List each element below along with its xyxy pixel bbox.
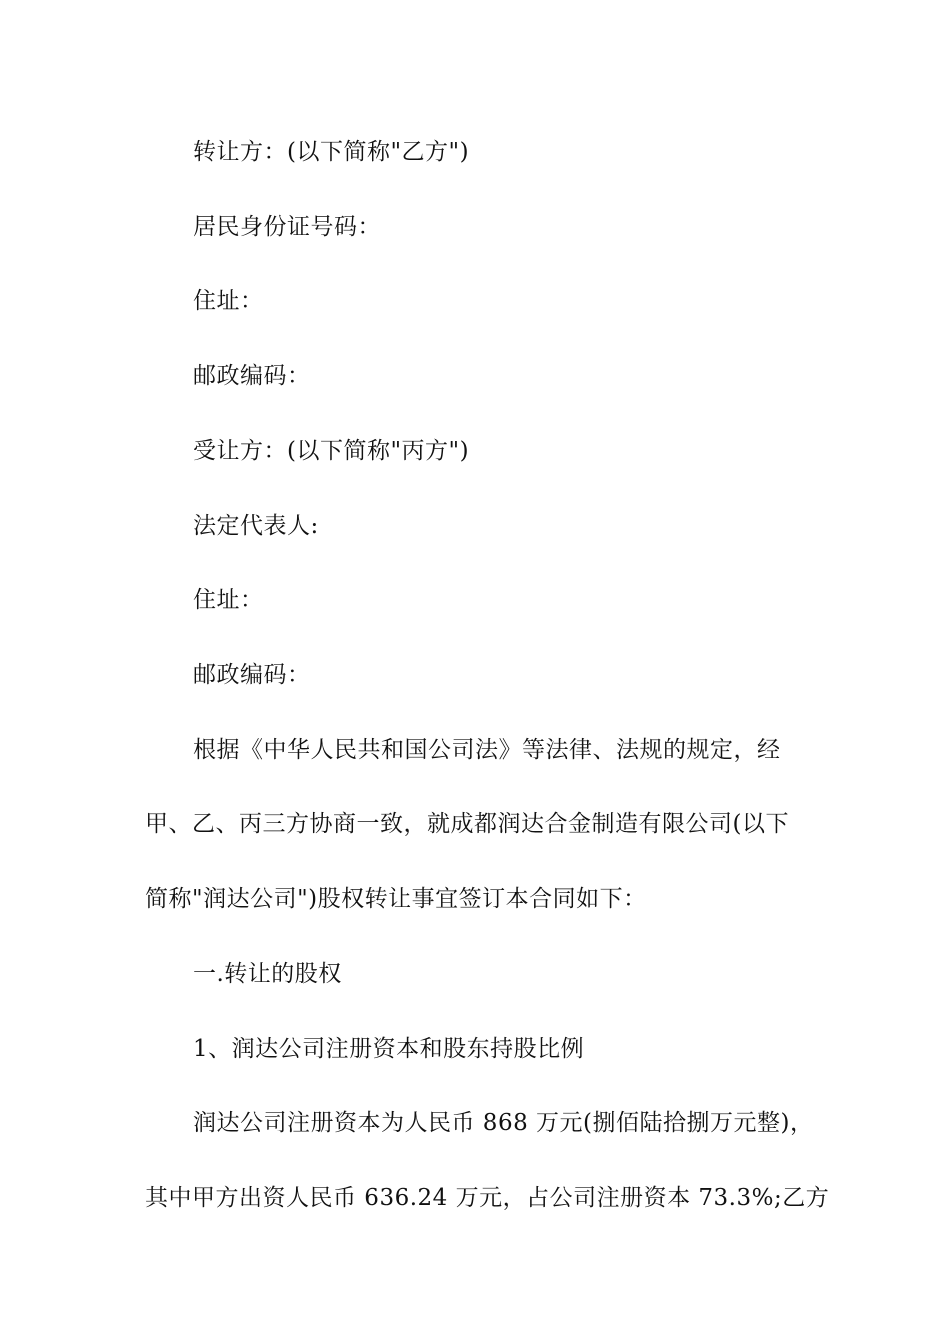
paragraph-line: 简称"润达公司")股权转让事宜签订本合同如下： [145,886,647,912]
address-line-2: 住址： [193,587,264,613]
paragraph-line: 甲、乙、丙三方协商一致，就成都润达合金制造有限公司(以下 [145,811,789,837]
postal-code-line-2: 邮政编码： [193,662,311,688]
transferor-line: 转让方：(以下简称"乙方") [193,139,470,165]
id-number-line: 居民身份证号码： [193,214,381,240]
subsection-heading: 1、润达公司注册资本和股东持股比例 [193,1036,585,1062]
legal-rep-line: 法定代表人: [193,513,319,539]
postal-code-line: 邮政编码： [193,363,311,389]
section-heading: 一.转让的股权 [193,961,342,987]
address-line: 住址： [193,288,264,314]
paragraph-line: 其中甲方出资人民币 636.24 万元，占公司注册资本 73.3%;乙方 [145,1185,830,1211]
paragraph-line: 根据《中华人民共和国公司法》等法律、法规的规定，经 [193,737,781,763]
paragraph-line: 润达公司注册资本为人民币 868 万元(捌佰陆拾捌万元整)， [193,1110,814,1136]
transferee-line: 受让方：(以下简称"丙方") [193,438,470,464]
